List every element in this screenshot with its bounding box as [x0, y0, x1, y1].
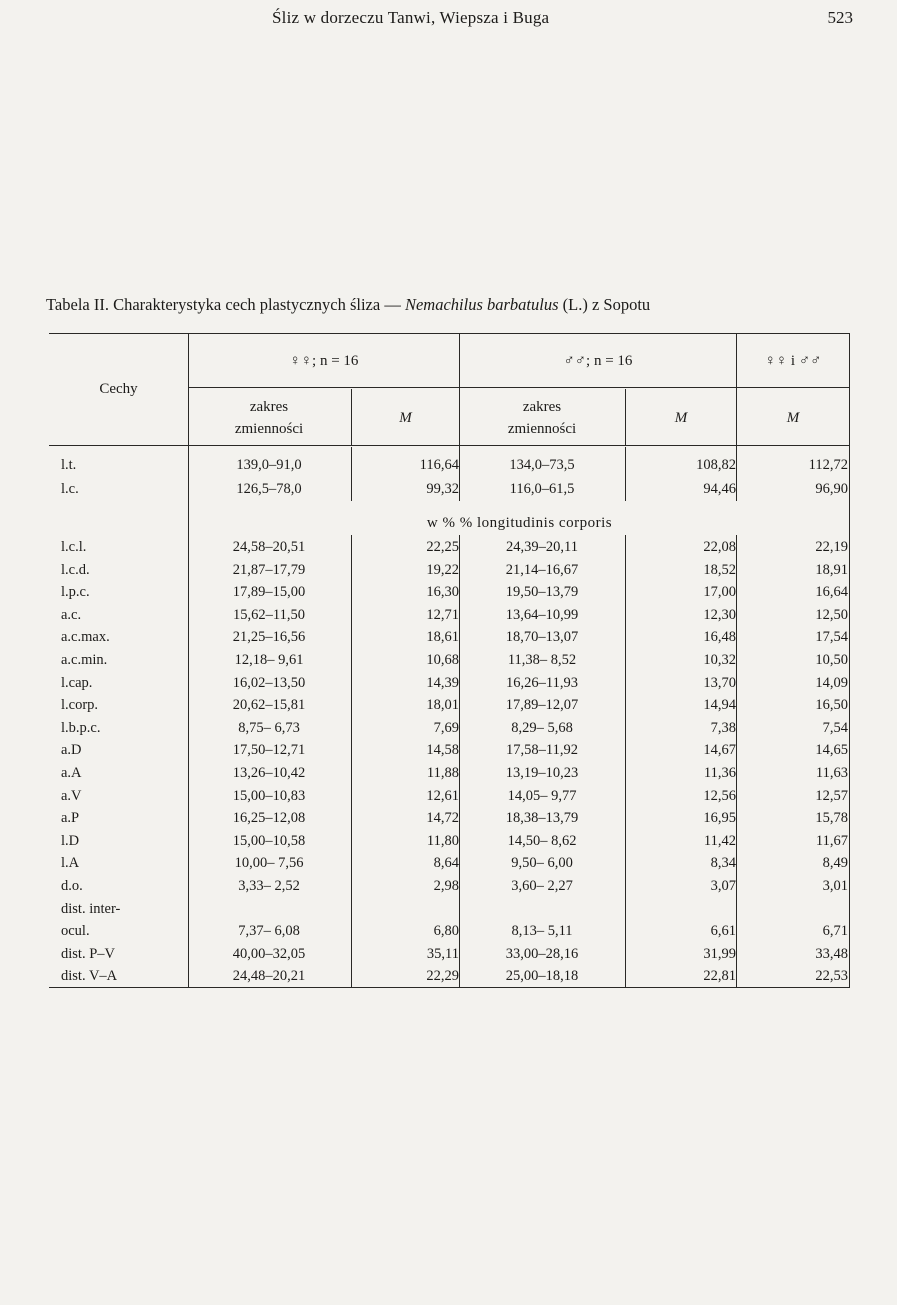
both-mean-cell: 12,57 [815, 787, 848, 804]
feature-cell: l.p.c. [61, 584, 90, 601]
female-mean-cell: 2,98 [433, 878, 459, 894]
feature-cell: dist. P–V [61, 945, 115, 962]
both-mean-cell: 22,53 [815, 968, 848, 985]
header-female-range: zakres zmienności [234, 399, 304, 437]
group-header-rule [189, 387, 850, 388]
feature-cell: ocul. [61, 923, 90, 940]
female-range-cell: 17,89–15,00 [232, 584, 306, 601]
female-range-cell: 21,87–17,79 [232, 561, 306, 578]
female-range-cell: 7,37– 6,08 [238, 923, 300, 940]
female-mean-cell: 14,39 [426, 674, 459, 691]
male-range-cell: 8,13– 5,11 [511, 923, 573, 940]
both-mean-cell: 3,01 [822, 878, 848, 894]
male-mean-cell: 13,70 [703, 674, 736, 691]
female-mean-cell: 12,71 [426, 606, 459, 623]
feature-cell: l.t. [61, 457, 77, 473]
header-group-both: ♀♀ i ♂♂ [764, 353, 822, 369]
male-range-cell: 13,64–10,99 [505, 606, 579, 623]
male-range-cell: 8,29– 5,68 [511, 719, 573, 736]
male-mean-cell: 16,95 [703, 810, 736, 827]
female-mean-cell: 14,72 [426, 810, 459, 827]
female-range-cell: 21,25–16,56 [232, 629, 306, 646]
feature-cell: a.c.max. [61, 629, 110, 646]
female-range-cell: 13,26–10,42 [232, 765, 306, 781]
female-range-cell: 139,0–91,0 [236, 457, 302, 473]
male-range-cell: 3,60– 2,27 [511, 878, 573, 894]
male-range-cell: 14,50– 8,62 [507, 832, 577, 849]
female-mean-cell: 10,68 [426, 652, 459, 668]
both-mean-cell: 15,78 [815, 810, 848, 827]
male-mean-cell: 8,34 [710, 855, 736, 872]
male-range-cell: 21,14–16,67 [505, 561, 579, 578]
male-range-cell: 24,39–20,11 [506, 539, 578, 555]
feature-cell: dist. V–A [61, 968, 118, 985]
male-mean-cell: 108,82 [696, 457, 736, 473]
female-mean-cell: 12,61 [426, 787, 459, 804]
feature-cell: a.c.min. [61, 652, 108, 668]
feature-cell: l.c.l. [61, 539, 87, 555]
male-mean-cell: 14,67 [703, 742, 736, 759]
both-mean-cell: 16,64 [815, 584, 848, 601]
feature-cell: l.c.d. [61, 561, 90, 578]
female-range-cell: 16,02–13,50 [232, 674, 306, 691]
both-mean-cell: 11,67 [815, 832, 848, 849]
female-range-cell: 3,33– 2,52 [238, 878, 300, 894]
male-range-cell: 18,38–13,79 [505, 810, 579, 827]
female-range-cell: 24,58–20,51 [232, 539, 306, 555]
page-number: 523 [827, 8, 853, 27]
female-mean-cell: 8,64 [433, 855, 459, 872]
both-mean-cell: 33,48 [815, 945, 848, 962]
table-top-rule [49, 333, 850, 334]
female-mean-cell: 99,32 [426, 480, 459, 497]
feature-cell: d.o. [61, 878, 83, 894]
female-range-cell: 15,00–10,83 [232, 787, 306, 804]
header-male-mean: M [674, 410, 688, 426]
male-mean-cell: 22,81 [703, 968, 736, 985]
table-caption [46, 295, 650, 315]
data-table [49, 333, 850, 989]
female-range-cell: 17,50–12,71 [232, 742, 306, 759]
feature-cell: l.D [61, 832, 80, 849]
female-mean-cell: 35,11 [426, 945, 459, 962]
female-mean-cell: 22,25 [426, 539, 459, 555]
female-mean-cell: 6,80 [433, 923, 459, 940]
male-mean-cell: 11,36 [703, 765, 736, 781]
both-mean-cell: 12,50 [815, 606, 848, 623]
both-mean-cell: 10,50 [815, 652, 848, 668]
male-mean-cell: 17,00 [703, 584, 736, 601]
header-bottom-rule [49, 445, 850, 446]
male-range-cell: 11,38– 8,52 [507, 652, 577, 668]
header-group-female: ♀♀; n = 16 [289, 353, 359, 369]
both-mean-cell: 96,90 [815, 480, 848, 497]
female-range-cell: 24,48–20,21 [232, 968, 306, 985]
male-mean-cell: 12,56 [703, 787, 736, 804]
male-range-cell: 16,26–11,93 [506, 674, 578, 691]
female-mean-cell: 7,69 [433, 719, 459, 736]
male-mean-cell: 16,48 [703, 629, 736, 646]
feature-cell: l.b.p.c. [61, 719, 101, 736]
feature-cell: l.c. [61, 480, 79, 497]
header-female-mean: M [399, 410, 412, 426]
male-range-cell: 18,70–13,07 [505, 629, 579, 646]
both-mean-cell: 6,71 [822, 923, 848, 940]
female-range-cell: 8,75– 6,73 [238, 719, 300, 736]
female-range-cell: 40,00–32,05 [232, 945, 306, 962]
male-range-cell: 25,00–18,18 [505, 968, 579, 985]
both-mean-cell: 18,91 [815, 561, 848, 578]
feature-cell: l.corp. [61, 697, 99, 714]
caption-suffix: (L.) z Sopotu [558, 295, 651, 314]
male-mean-cell: 10,32 [703, 652, 736, 668]
female-mean-cell: 19,22 [426, 561, 459, 578]
male-mean-cell: 22,08 [703, 539, 736, 555]
both-mean-cell: 17,54 [815, 629, 848, 646]
male-range-cell: 17,58–11,92 [506, 742, 578, 759]
header-male-range: zakres zmienności [507, 399, 577, 437]
header-features: Cechy [99, 381, 138, 397]
both-mean-cell: 11,63 [815, 765, 848, 781]
both-mean-cell: 8,49 [822, 855, 848, 872]
female-mean-cell: 116,64 [419, 457, 459, 473]
feature-cell: a.V [61, 787, 82, 804]
male-mean-cell: 11,42 [703, 832, 736, 849]
female-mean-cell: 18,61 [426, 629, 459, 646]
caption-species: Nemachilus barbatulus [404, 295, 559, 314]
feature-cell: l.A [61, 855, 80, 872]
feature-cell: dist. inter- [61, 900, 121, 917]
male-range-cell: 116,0–61,5 [509, 480, 575, 497]
female-mean-cell: 11,88 [426, 765, 459, 781]
female-range-cell: 15,62–11,50 [233, 606, 305, 623]
both-mean-cell: 16,50 [815, 697, 848, 714]
both-mean-cell: 14,09 [815, 674, 848, 691]
feature-cell: a.c. [61, 606, 82, 623]
male-mean-cell: 7,38 [710, 719, 736, 736]
female-mean-cell: 14,58 [426, 742, 459, 759]
header-group-male: ♂♂; n = 16 [563, 353, 633, 369]
percent-note: w % % longitudinis corporis [426, 515, 613, 531]
female-range-cell: 10,00– 7,56 [234, 855, 304, 872]
female-range-cell: 15,00–10,58 [232, 832, 306, 849]
feature-cell: a.D [61, 742, 82, 759]
male-mean-cell: 18,52 [703, 561, 736, 578]
female-range-cell: 12,18– 9,61 [234, 652, 304, 668]
header-both-mean: M [786, 410, 800, 426]
male-range-cell: 134,0–73,5 [509, 457, 575, 473]
feature-cell: l.cap. [61, 674, 93, 691]
female-range-cell: 16,25–12,08 [232, 810, 306, 827]
male-range-cell: 33,00–28,16 [505, 945, 579, 962]
feature-cell: a.P [61, 810, 80, 827]
both-mean-cell: 7,54 [822, 719, 848, 736]
female-mean-cell: 22,29 [426, 968, 459, 985]
both-mean-cell: 14,65 [815, 742, 848, 759]
female-mean-cell: 11,80 [426, 832, 459, 849]
caption-prefix: Tabela II. Charakterystyka cech plastycznych śliza — [46, 295, 405, 314]
male-range-cell: 14,05– 9,77 [507, 787, 577, 804]
male-mean-cell: 6,61 [710, 923, 736, 940]
male-mean-cell: 3,07 [710, 878, 736, 894]
male-mean-cell: 14,94 [703, 697, 736, 714]
female-mean-cell: 16,30 [426, 584, 459, 601]
running-head: Śliz w dorzeczu Tanwi, Wiepsza i Buga [272, 8, 550, 27]
female-range-cell: 20,62–15,81 [232, 697, 306, 714]
male-mean-cell: 94,46 [703, 480, 736, 497]
table-right-edge [849, 333, 850, 987]
both-mean-cell: 112,72 [808, 457, 848, 473]
male-range-cell: 9,50– 6,00 [511, 855, 573, 872]
male-range-cell: 19,50–13,79 [505, 584, 579, 601]
both-mean-cell: 22,19 [815, 539, 848, 555]
male-range-cell: 13,19–10,23 [505, 765, 579, 781]
male-range-cell: 17,89–12,07 [505, 697, 579, 714]
male-mean-cell: 12,30 [703, 606, 736, 623]
female-mean-cell: 18,01 [426, 697, 459, 714]
female-range-cell: 126,5–78,0 [236, 480, 302, 497]
feature-cell: a.A [61, 765, 82, 781]
male-mean-cell: 31,99 [703, 945, 736, 962]
